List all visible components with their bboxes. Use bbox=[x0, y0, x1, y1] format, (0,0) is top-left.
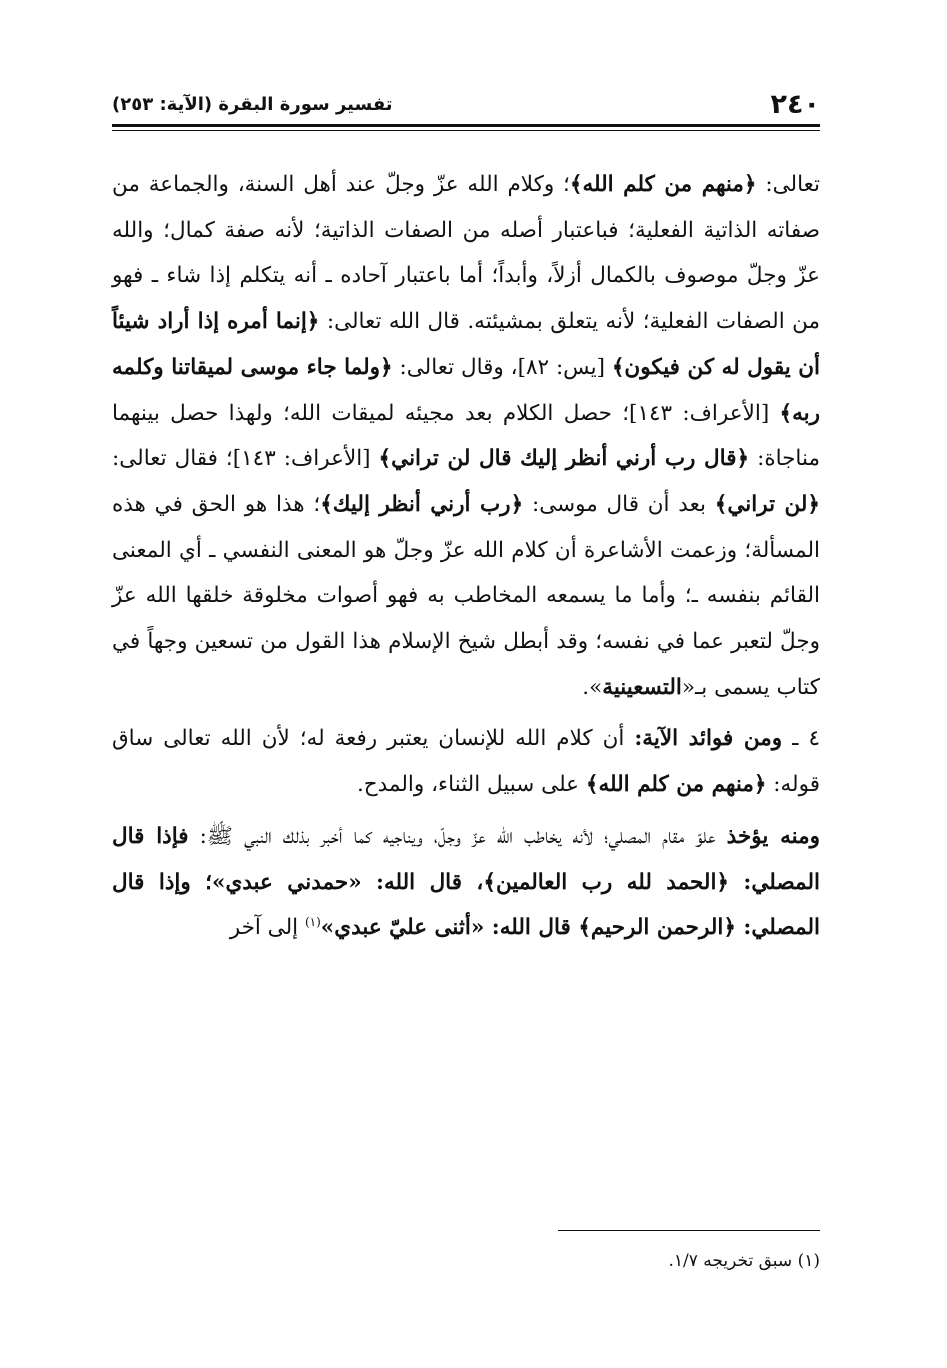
bold-text: ومنه يؤخذ bbox=[726, 823, 820, 849]
text-run: أن كلام الله للإنسان يعتبر رفعة له؛ لأن الله تعالى ساق قوله: bbox=[112, 726, 820, 798]
running-title: تفسير سورة البقرة (الآية: ٢٥٣) bbox=[112, 93, 393, 115]
page-header bbox=[112, 84, 820, 124]
footnote-text: سبق تخريجه ١/٧. bbox=[668, 1251, 793, 1271]
quran-quote: ﴿رب أرني أنظر إليك﴾ bbox=[320, 491, 524, 517]
quran-quote: ﴿منهم من كلم الله﴾ bbox=[585, 772, 767, 798]
page-number: ٢٤٠ bbox=[770, 88, 820, 120]
bold-text: فإذا قال المصلي: ﴿الحمد لله رب العالمين﴾، قال الله: «حمدني عبدي»؛ وإذا قال المصلي: ﴿الرحمن الرحيم﴾ قال الله: «أثنى عليّ عبدي» bbox=[112, 823, 820, 941]
header-rule-thin bbox=[112, 130, 820, 131]
quran-quote: ﴿منهم من كلم الله﴾ bbox=[569, 172, 757, 197]
text-run: بعد أن قال موسى: bbox=[523, 491, 715, 517]
quran-quote: ﴿إنما أمره إذا أراد شيئاً أن يقول له كن فيكون﴾ bbox=[112, 309, 820, 380]
bold-text: التسعينية bbox=[602, 674, 682, 700]
body-text bbox=[112, 162, 820, 951]
text-run: علوّ مقام المصلي؛ لأنه يخاطب الله عزّ وجلّ، ويناجيه كما أخبر بذلك النبي ﷺ: bbox=[188, 823, 727, 849]
bold-text: ومن فوائد الآية: bbox=[634, 726, 783, 752]
text-run: على سبيل الثناء، والمدح. bbox=[356, 772, 586, 798]
text-run: [الأعراف: ١٤٣]؛ حصل الكلام بعد مجيئه لميقات الله؛ ولهذا حصل بينهما مناجاة: bbox=[112, 400, 820, 472]
quran-quote: ﴿لن تراني﴾ bbox=[714, 491, 821, 517]
quran-quote: ﴿قال رب أرني أنظر إليك قال لن تراني﴾ bbox=[378, 446, 750, 472]
paragraph-3 bbox=[112, 814, 820, 951]
quran-quote: ﴿ولما جاء موسى لميقاتنا وكلمه ربه﴾ bbox=[112, 354, 820, 426]
text-run: تعالى: bbox=[756, 172, 820, 197]
footnote bbox=[127, 1248, 820, 1274]
text-run: [الأعراف: ١٤٣]؛ فقال تعالى: bbox=[112, 446, 379, 472]
text-run: ٤ ـ bbox=[782, 726, 821, 752]
footnote-reference: (١) bbox=[304, 915, 321, 930]
paragraph-1 bbox=[112, 162, 820, 710]
footnote-separator bbox=[558, 1230, 820, 1231]
text-run: [يس: ٨٢]، وقال تعالى: bbox=[392, 354, 612, 380]
text-run: ؛ وكلام الله عزّ وجلّ عند أهل السنة، والجماعة من صفاته الذاتية الفعلية؛ فباعتبار أصله من الصفات الذاتية؛ لأنه صفة كمال؛ والله عزّ وجلّ موصوف بالكمال أزلاً، وأبداً؛ أما باعتبار آحاده ـ أنه يتكلم إذا شاء ـ فهو من الصفات الفعلية؛ لأنه يتعلق بمشيئته. قال الله تعالى: bbox=[112, 172, 820, 335]
text-run: ؛ هذا هو الحق في هذه المسألة؛ وزعمت الأشاعرة أن كلام الله عزّ وجلّ هو المعنى النفسي ـ أي المعنى القائم بنفسه ـ؛ وأما ما يسمعه المخاطب به فهو أصوات مخلوقة خلقها الله عزّ وجلّ لتعبر عما في نفسه؛ وقد أبطل شيخ الإسلام هذا القول من تسعين وجهاً في كتاب يسمى بـ« bbox=[112, 491, 820, 700]
paragraph-2 bbox=[112, 716, 820, 807]
footnote-marker: (١) bbox=[797, 1251, 820, 1271]
header-rule-thick bbox=[112, 124, 820, 127]
text-run: ». bbox=[582, 674, 603, 700]
text-run: إلى آخر bbox=[229, 915, 305, 941]
